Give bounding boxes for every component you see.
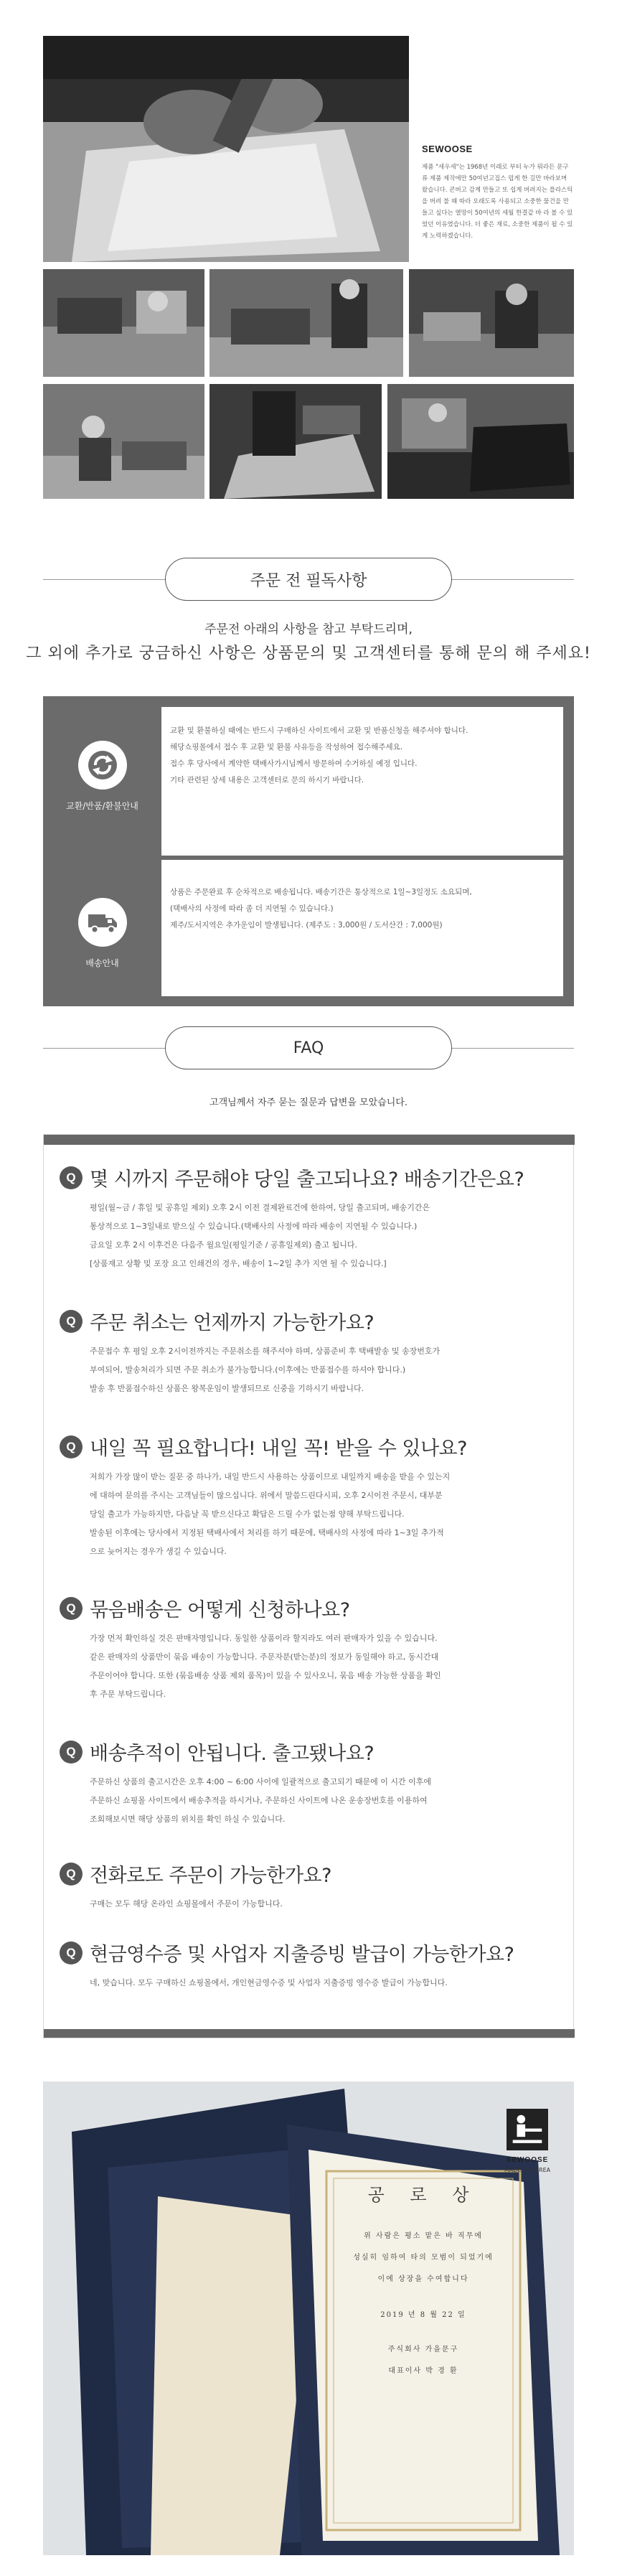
shipping-label-area <box>43 860 161 1006</box>
q-badge-icon: Q <box>60 1166 83 1189</box>
faq-answer-line: 통상적으로 1~3일내로 받으실 수 있습니다.(택배사의 사정에 따라 배송이 지연될 수 있습니다.) <box>90 1222 418 1231</box>
certificate-date: 2019 년 8 월 22 일 <box>380 2311 466 2319</box>
faq-answer-line: 네, 맞습니다. 모두 구매하신 쇼핑몰에서, 개인현금영수증 및 사업자 지출증빙 영수증 발급이 가능합니다. <box>90 1978 448 1987</box>
faq-answer-line: 에 대하여 문의를 주시는 고객님들이 많으십니다. 위에서 말씀드린다시피, 오후 2시이전 주문시, 대부분 <box>90 1491 443 1500</box>
certificate-lines <box>330 2226 517 2382</box>
faq-question-row <box>60 1433 562 1461</box>
faq-answer-line: 발송 후 반품접수하신 상품은 왕복운임이 발생되므로 신중을 기하시기 바랍니다. <box>90 1384 364 1393</box>
faq-answer-line: 주문접수 후 평일 오후 2시이전까지는 주문취소를 해주셔야 하며, 상품준비 후 택배발송 및 송장번호가 <box>90 1346 441 1356</box>
exchange-line: 접수 후 당사에서 계약한 택배사가시님께서 방문하여 수거하실 예정 입니다. <box>170 759 418 768</box>
faq-item <box>60 1307 562 1398</box>
faq-question-row <box>60 1163 562 1191</box>
shipping-panel <box>161 860 563 996</box>
shipping-line: 제주/도서지역은 추가운임이 발생됩니다. (제주도 : 3,000원 / 도서산간 : 7,000원) <box>170 921 443 929</box>
notice-intro <box>0 617 617 666</box>
faq-list <box>43 1134 574 2038</box>
faq-question-row <box>60 1738 562 1766</box>
faq-question: 주문 취소는 언제까지 가능한가요? <box>90 1312 375 1334</box>
faq-question: 전화로도 주문이 가능한가요? <box>90 1865 331 1887</box>
brand-name: SEWOOSE <box>422 144 473 154</box>
notice-intro-line2: 그 외에 추가로 궁금하신 사항은 상품문의 및 고객센터를 통해 문의 해 주세요! <box>26 645 591 662</box>
faq-answer-line: 당일 출고가 가능하지만, 다음날 꼭 받으신다고 확답은 드릴 수가 없는점 양해 부탁드립니다. <box>90 1509 405 1519</box>
made-in-korea: MADE IN KOREA <box>504 2167 551 2173</box>
faq-question-row <box>60 1594 562 1622</box>
notice-intro-line1: 주문전 아래의 사항을 참고 부탁드리며, <box>204 622 413 637</box>
faq-answer-line: 구매는 모두 해당 온라인 쇼핑몰에서 주문이 가능합니다. <box>90 1899 283 1908</box>
hero-photo-hands-cutting <box>43 36 409 262</box>
workshop-photo-6 <box>209 384 382 499</box>
faq-answer-line: 금요일 오후 2시 이후건은 다음주 월요일(평일기준 / 공휴일제외) 출고 됩니다. <box>90 1240 358 1250</box>
exchange-label-area <box>43 696 161 856</box>
craftsman-logo-icon <box>507 2109 548 2150</box>
q-badge-icon: Q <box>60 1310 83 1333</box>
certificate-issuer: 주식회사 가을문구 <box>387 2346 459 2353</box>
workshop-photo-2 <box>43 269 204 377</box>
product-photo-certificate-holder <box>43 2081 574 2555</box>
exchange-arrows-icon <box>78 741 127 790</box>
faq-question: 현금영수증 및 사업자 지출증빙 발급이 가능한가요? <box>90 1944 514 1966</box>
brand-info <box>422 144 574 242</box>
faq-question: 몇 시까지 주문해야 당일 출고되나요? 배송기간은요? <box>90 1168 524 1191</box>
brand-description: 제품 "세우세"는 1968년 이래로 부터 누가 뭐라든 문구류 제품 제작에만 50여년고집스 럽게 한 길만 바라보며 왔습니다. 콘버고 감계 만들고 또 쉽게 버려지는 플라스틱을 버려 불 때 따라 오래도록 사용되고 소중한 물건을 만 들고 싶다는 열망이 50여년의 세월 한결같 바 라 볼 수 있었던 이유였습니다. 더 좋은 재료, 소중한 제품이 될 수 있게 노력하겠습니다. <box>422 164 573 240</box>
faq-answer <box>90 1974 562 1992</box>
faq-item <box>60 1433 562 1561</box>
faq-answer-line: [상품재고 상황 및 포장 요고 인쇄건의 경우, 배송이 1~2일 추가 지연 될 수 있습니다.] <box>90 1259 387 1268</box>
exchange-label: 교환/반품/환불안내 <box>66 800 138 811</box>
faq-item <box>60 1163 562 1273</box>
faq-answer-line: 발송된 이후에는 당사에서 지정된 택배사에서 처리를 하기 때문에, 택배사의 사정에 따라 1~3일 추가적 <box>90 1528 444 1537</box>
faq-answer <box>90 1895 562 1914</box>
faq-item <box>60 1738 562 1829</box>
faq-answer-line: 가장 먼저 확인하실 것은 판매자명입니다. 동일한 상품이라 할지라도 여러 판매자가 있을 수 있습니다. <box>90 1634 438 1643</box>
certificate-line: 위 사람은 평소 맡은 바 직무에 <box>364 2232 483 2240</box>
faq-section-title: FAQ <box>165 1026 452 1069</box>
faq-answer <box>90 1468 562 1561</box>
exchange-line: 해당쇼핑몰에서 접수 후 교환 및 환불 사유등을 작성하여 접수해주세요. <box>170 743 403 751</box>
faq-answer-line: 조회해보시면 해당 상품의 위치를 확인 하실 수 있습니다. <box>90 1814 286 1824</box>
exchange-line: 교환 및 환불하실 때에는 반드시 구매하신 사이트에서 교환 및 반품신청을 해주셔야 합니다. <box>170 726 468 735</box>
faq-item <box>60 1939 562 1992</box>
shipping-line: (택배사의 사정에 따라 좀 더 지연될 수 있습니다.) <box>170 904 334 913</box>
faq-question: 배송추적이 안됩니다. 출고됐나요? <box>90 1743 375 1765</box>
workshop-photo-4 <box>409 269 574 377</box>
workshop-photo-3 <box>209 269 403 377</box>
faq-answer-line: 평일(월~금 / 휴일 및 공휴일 제외) 오후 2시 이전 결제완료건에 한하여, 당일 출고되며, 배송기간은 <box>90 1203 430 1212</box>
faq-item <box>60 1860 562 1914</box>
certificate-line: 이에 상장을 수여합니다 <box>377 2275 469 2283</box>
notice-block <box>43 696 574 1006</box>
workshop-photo-collage <box>43 36 574 524</box>
logo-wordmark: SEWOOSE <box>506 2156 549 2164</box>
notice-section-title: 주문 전 필독사항 <box>165 558 452 601</box>
q-badge-icon: Q <box>60 1597 83 1620</box>
certificate-title: 공 로 상 <box>367 2185 479 2205</box>
shipping-line: 상품은 주문완료 후 순차적으로 배송됩니다. 배송기간은 통상적으로 1일~3일정도 소요되며, <box>170 888 472 896</box>
faq-question-row <box>60 1860 562 1888</box>
faq-answer <box>90 1199 562 1273</box>
certificate-line: 성실히 임하여 타의 모범이 되었기에 <box>353 2254 494 2262</box>
faq-answer <box>90 1342 562 1398</box>
q-badge-icon: Q <box>60 1863 83 1886</box>
faq-subtitle: 고객님께서 자주 묻는 질문과 답변을 모았습니다. <box>209 1097 408 1108</box>
faq-answer-line: 으로 늦어지는 경우가 생길 수 있습니다. <box>90 1547 227 1556</box>
certificate-signer: 대표이사 박 경 환 <box>388 2367 458 2375</box>
exchange-panel <box>161 707 563 856</box>
workshop-photo-7 <box>387 384 574 499</box>
faq-bottom-bar <box>44 2029 575 2038</box>
faq-question: 내일 꼭 필요합니다! 내일 꼭! 받을 수 있나요? <box>90 1438 467 1460</box>
faq-answer-line: 주문이어야 합니다. 또한 (묶음배송 상품 제외 품목)이 있을 수 있사오니, 묶음 배송 가능한 상품을 확인 <box>90 1671 441 1680</box>
faq-top-bar <box>44 1135 575 1145</box>
delivery-truck-icon <box>78 898 127 947</box>
faq-question: 묶음배송은 어떻게 신청하나요? <box>90 1599 350 1621</box>
workshop-photo-5 <box>43 384 204 499</box>
q-badge-icon: Q <box>60 1435 83 1458</box>
faq-answer-line: 주문하신 상품의 출고시간은 오후 4:00 ~ 6:00 사이에 일괄적으로 출고되기 때문에 이 시간 이후에 <box>90 1777 431 1786</box>
faq-answer-line: 부여되어, 발송처리가 되면 주문 취소가 불가능합니다.(이후에는 반품접수를 하셔야 합니다.) <box>90 1365 406 1374</box>
faq-answer-line: 저희가 가장 많이 받는 질문 중 하나가, 내일 반드시 사용하는 상품이므로 내일까지 배송을 받을 수 있는지 <box>90 1472 451 1481</box>
faq-question-row <box>60 1307 562 1335</box>
brand-logo-badge <box>496 2109 558 2173</box>
faq-question-row <box>60 1939 562 1967</box>
faq-answer <box>90 1773 562 1829</box>
faq-answer <box>90 1629 562 1704</box>
faq-answer-line: 주문하신 쇼핑몰 사이트에서 배송추적을 하시거나, 주문하신 사이트에 나온 운송장번호를 이용하여 <box>90 1796 428 1805</box>
faq-answer-line: 후 주문 부탁드립니다. <box>90 1690 166 1699</box>
faq-answer-line: 같은 판매자의 상품만이 묶음 배송이 가능합니다. 주문자분(받는분)의 정보가 동일해야 하고, 동시간대 <box>90 1652 439 1662</box>
faq-item <box>60 1594 562 1704</box>
q-badge-icon: Q <box>60 1942 83 1964</box>
q-badge-icon: Q <box>60 1741 83 1764</box>
certificate-text <box>330 2168 517 2382</box>
exchange-line: 기타 관련된 상세 내용은 고객센터로 문의 하시기 바랍니다. <box>170 776 364 784</box>
shipping-label: 배송안내 <box>85 957 119 968</box>
